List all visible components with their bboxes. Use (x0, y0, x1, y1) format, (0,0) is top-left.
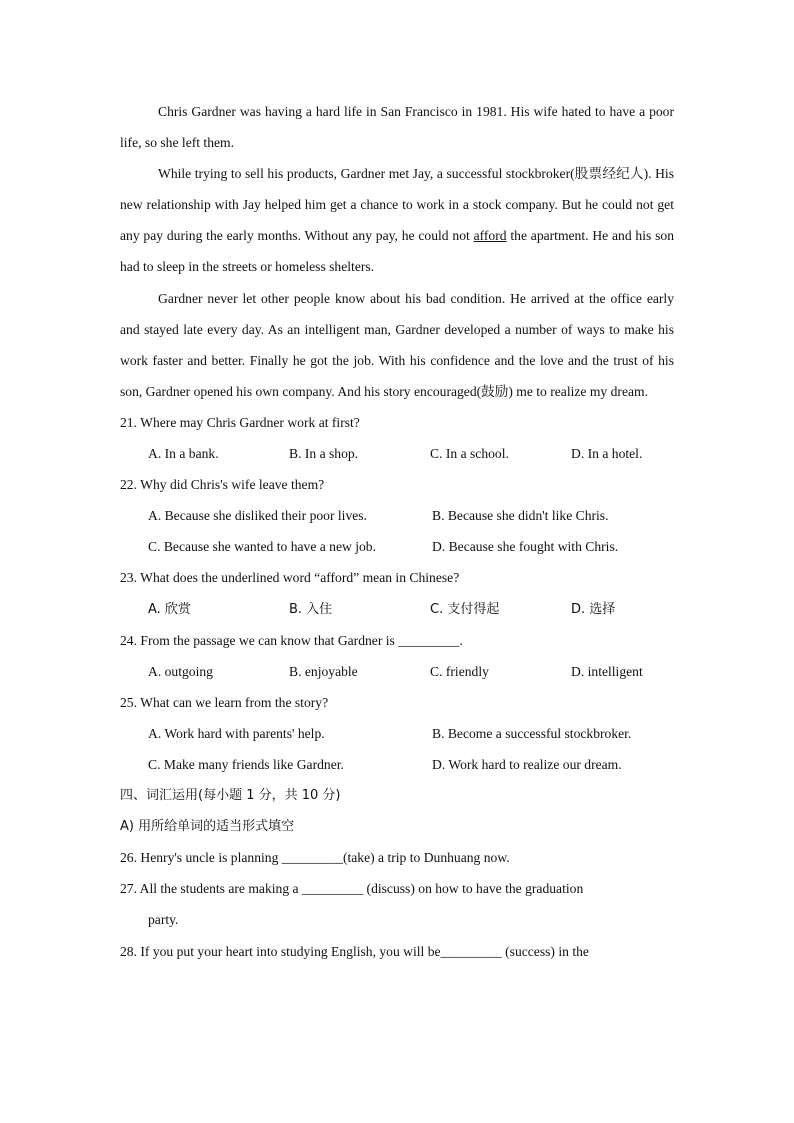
exam-page (120, 96, 674, 967)
question-23-options (120, 594, 674, 625)
paragraph-2-text-after: the apartment. He and his son had to sleep in the streets or homeless shelters. (120, 228, 674, 275)
question-21-option-c: C. In a school. (430, 446, 509, 462)
fill-item-26: 26. Henry's uncle is planning _________(take) a trip to Dunhuang now. (120, 850, 510, 866)
fill-item-27: 27. All the students are making a _________ (discuss) on how to have the graduation (120, 881, 584, 897)
question-21-options (120, 438, 674, 469)
question-23-option-a: A. 欣赏 (148, 601, 191, 617)
question-24-option-d: D. intelligent (571, 663, 643, 679)
section-4-heading: 四、词汇运用(每小题 1 分，共 10 分) (120, 788, 341, 804)
question-24-option-c: C. friendly (430, 663, 489, 679)
question-23-option-c: C. 支付得起 (430, 601, 500, 617)
question-22-options-row-1 (120, 500, 674, 531)
fill-item-28: 28. If you put your heart into studying English, you will be_________ (success) in the (120, 943, 589, 959)
question-25-stem: 25. What can we learn from the story? (120, 694, 329, 710)
question-21-option-d: D. In a hotel. (571, 446, 643, 462)
question-21-option-b: B. In a shop. (289, 446, 359, 462)
question-22-stem: 22. Why did Chris's wife leave them? (120, 477, 325, 493)
question-22-option-d: D. Because she fought with Chris. (432, 539, 619, 555)
question-21-stem: 21. Where may Chris Gardner work at first? (120, 414, 360, 430)
question-23-stem: 23. What does the underlined word “afford” mean in Chinese? (120, 570, 460, 586)
question-22-option-c: C. Because she wanted to have a new job. (148, 539, 377, 555)
passage-paragraph-3: Gardner never let other people know about his bad condition. He arrived at the office early and stayed late every day. As an intelligent man, Gardner developed a number of ways to make his work faster and better. Finally he got the job. With his confidence and the love and the trust of his son, Gardner opened his own company. And his story encouraged(鼓励) me to realize my dream. (120, 290, 674, 399)
question-25-option-d: D. Work hard to realize our dream. (432, 756, 622, 772)
underlined-word-afford: afford (473, 228, 507, 244)
fill-item-27-continuation: party. (148, 912, 179, 928)
question-25-option-c: C. Make many friends like Gardner. (148, 756, 344, 772)
paragraph-2-text-before: While trying to sell his products, Gardner met Jay, a successful stockbroker(股票经纪人). His new relationship with Jay helped him get a chance to work in a stock company. But he could not get any pay during the early months. Without any pay, he could not (120, 166, 674, 244)
passage-paragraph-2 (120, 158, 674, 282)
passage-paragraph-1: Chris Gardner was having a hard life in San Francisco in 1981. His wife hated to have a poor life, so she left them. (120, 104, 674, 151)
question-21-option-a: A. In a bank. (148, 446, 219, 462)
question-24-stem: 24. From the passage we can know that Gardner is _________. (120, 632, 463, 648)
section-4-subheading: A) 用所给单词的适当形式填空 (120, 819, 295, 835)
question-23-option-b: B. 入住 (289, 601, 333, 617)
question-25-option-b: B. Become a successful stockbroker. (432, 725, 632, 741)
question-24-options (120, 656, 674, 687)
question-25-options-row-1 (120, 718, 674, 749)
question-24-option-a: A. outgoing (148, 663, 213, 679)
question-24-option-b: B. enjoyable (289, 663, 358, 679)
question-22-option-b: B. Because she didn't like Chris. (432, 508, 609, 524)
question-22-option-a: A. Because she disliked their poor lives. (148, 508, 367, 524)
question-23-option-d: D. 选择 (571, 601, 616, 617)
question-22-options-row-2 (120, 531, 674, 562)
question-25-options-row-2 (120, 749, 674, 780)
question-25-option-a: A. Work hard with parents' help. (148, 725, 325, 741)
